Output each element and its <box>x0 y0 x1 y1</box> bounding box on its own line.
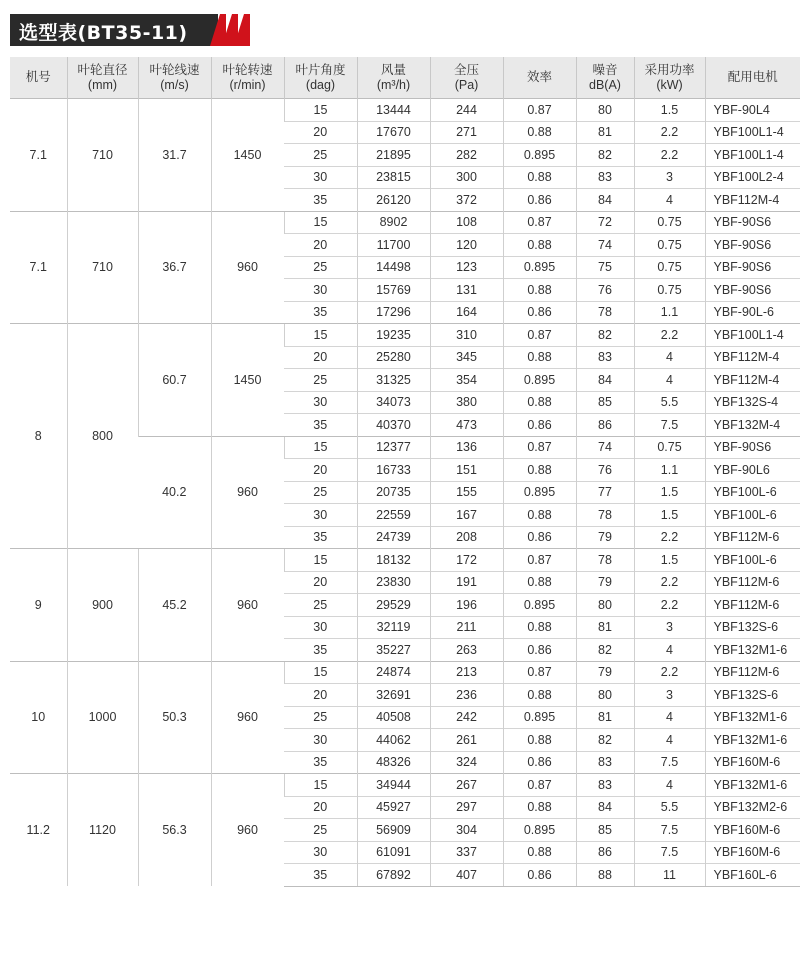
air-volume-cell: 34944 <box>357 774 430 797</box>
efficiency-cell: 0.86 <box>503 864 576 887</box>
blade-angle-cell: 20 <box>284 234 357 257</box>
noise-cell: 82 <box>576 729 634 752</box>
power-cell: 4 <box>634 774 705 797</box>
line-speed-cell: 60.7 <box>138 324 211 437</box>
rotation-speed-cell: 1450 <box>211 324 284 437</box>
motor-cell: YBF112M-4 <box>705 189 800 212</box>
blade-angle-cell: 25 <box>284 144 357 167</box>
total-pressure-cell: 155 <box>430 481 503 504</box>
power-cell: 4 <box>634 706 705 729</box>
motor-cell: YBF-90L4 <box>705 99 800 122</box>
efficiency-cell: 0.895 <box>503 256 576 279</box>
impeller-diameter-cell: 710 <box>67 211 138 324</box>
power-cell: 1.5 <box>634 99 705 122</box>
noise-cell: 79 <box>576 661 634 684</box>
blade-angle-cell: 25 <box>284 706 357 729</box>
impeller-diameter-cell: 1000 <box>67 661 138 774</box>
power-cell: 7.5 <box>634 819 705 842</box>
blade-angle-cell: 30 <box>284 616 357 639</box>
total-pressure-cell: 172 <box>430 549 503 572</box>
noise-cell: 83 <box>576 166 634 189</box>
air-volume-cell: 13444 <box>357 99 430 122</box>
noise-cell: 72 <box>576 211 634 234</box>
efficiency-cell: 0.87 <box>503 324 576 347</box>
air-volume-cell: 67892 <box>357 864 430 887</box>
line-speed-cell: 31.7 <box>138 99 211 212</box>
motor-cell: YBF-90S6 <box>705 279 800 302</box>
total-pressure-cell: 304 <box>430 819 503 842</box>
line-speed-cell: 36.7 <box>138 211 211 324</box>
power-cell: 0.75 <box>634 436 705 459</box>
power-cell: 2.2 <box>634 144 705 167</box>
blade-angle-cell: 25 <box>284 256 357 279</box>
air-volume-cell: 44062 <box>357 729 430 752</box>
total-pressure-cell: 271 <box>430 121 503 144</box>
blade-angle-cell: 20 <box>284 684 357 707</box>
blade-angle-cell: 25 <box>284 481 357 504</box>
motor-cell: YBF132M1-6 <box>705 706 800 729</box>
efficiency-cell: 0.88 <box>503 504 576 527</box>
power-cell: 1.5 <box>634 481 705 504</box>
efficiency-cell: 0.87 <box>503 661 576 684</box>
header-cell: 叶轮转速 (r/min) <box>211 57 284 99</box>
line-speed-cell: 40.2 <box>138 436 211 549</box>
air-volume-cell: 17296 <box>357 301 430 324</box>
efficiency-cell: 0.88 <box>503 796 576 819</box>
machine-number-cell: 7.1 <box>10 211 67 324</box>
air-volume-cell: 31325 <box>357 369 430 392</box>
total-pressure-cell: 242 <box>430 706 503 729</box>
power-cell: 2.2 <box>634 121 705 144</box>
efficiency-cell: 0.88 <box>503 616 576 639</box>
air-volume-cell: 8902 <box>357 211 430 234</box>
efficiency-cell: 0.86 <box>503 414 576 437</box>
blade-angle-cell: 30 <box>284 279 357 302</box>
total-pressure-cell: 244 <box>430 99 503 122</box>
noise-cell: 83 <box>576 751 634 774</box>
noise-cell: 79 <box>576 526 634 549</box>
noise-cell: 85 <box>576 819 634 842</box>
efficiency-cell: 0.87 <box>503 99 576 122</box>
motor-cell: YBF-90S6 <box>705 256 800 279</box>
machine-number-cell: 7.1 <box>10 99 67 212</box>
air-volume-cell: 19235 <box>357 324 430 347</box>
efficiency-cell: 0.86 <box>503 639 576 662</box>
noise-cell: 82 <box>576 144 634 167</box>
power-cell: 2.2 <box>634 661 705 684</box>
total-pressure-cell: 261 <box>430 729 503 752</box>
total-pressure-cell: 345 <box>430 346 503 369</box>
motor-cell: YBF160L-6 <box>705 864 800 887</box>
air-volume-cell: 22559 <box>357 504 430 527</box>
noise-cell: 83 <box>576 346 634 369</box>
power-cell: 5.5 <box>634 796 705 819</box>
table-row <box>10 324 800 347</box>
air-volume-cell: 11700 <box>357 234 430 257</box>
power-cell: 0.75 <box>634 234 705 257</box>
total-pressure-cell: 211 <box>430 616 503 639</box>
air-volume-cell: 24739 <box>357 526 430 549</box>
efficiency-cell: 0.86 <box>503 751 576 774</box>
blade-angle-cell: 35 <box>284 639 357 662</box>
total-pressure-cell: 236 <box>430 684 503 707</box>
efficiency-cell: 0.88 <box>503 729 576 752</box>
table-body <box>10 99 800 887</box>
motor-cell: YBF100L2-4 <box>705 166 800 189</box>
power-cell: 3 <box>634 166 705 189</box>
table-row <box>10 661 800 684</box>
title-accent-stripe <box>234 14 250 46</box>
blade-angle-cell: 35 <box>284 526 357 549</box>
motor-cell: YBF-90L-6 <box>705 301 800 324</box>
blade-angle-cell: 30 <box>284 166 357 189</box>
efficiency-cell: 0.88 <box>503 279 576 302</box>
air-volume-cell: 34073 <box>357 391 430 414</box>
motor-cell: YBF112M-4 <box>705 369 800 392</box>
power-cell: 5.5 <box>634 391 705 414</box>
power-cell: 4 <box>634 189 705 212</box>
total-pressure-cell: 380 <box>430 391 503 414</box>
impeller-diameter-cell: 1120 <box>67 774 138 887</box>
motor-cell: YBF160M-6 <box>705 751 800 774</box>
blade-angle-cell: 25 <box>284 819 357 842</box>
noise-cell: 85 <box>576 391 634 414</box>
noise-cell: 88 <box>576 864 634 887</box>
efficiency-cell: 0.88 <box>503 121 576 144</box>
total-pressure-cell: 310 <box>430 324 503 347</box>
air-volume-cell: 48326 <box>357 751 430 774</box>
total-pressure-cell: 108 <box>430 211 503 234</box>
air-volume-cell: 12377 <box>357 436 430 459</box>
motor-cell: YBF100L1-4 <box>705 144 800 167</box>
header-cell: 配用电机 <box>705 57 800 99</box>
total-pressure-cell: 337 <box>430 841 503 864</box>
motor-cell: YBF112M-6 <box>705 661 800 684</box>
motor-cell: YBF160M-6 <box>705 819 800 842</box>
power-cell: 1.5 <box>634 504 705 527</box>
power-cell: 3 <box>634 684 705 707</box>
blade-angle-cell: 20 <box>284 796 357 819</box>
blade-angle-cell: 20 <box>284 121 357 144</box>
blade-angle-cell: 25 <box>284 594 357 617</box>
total-pressure-cell: 196 <box>430 594 503 617</box>
noise-cell: 74 <box>576 436 634 459</box>
header-cell: 效率 <box>503 57 576 99</box>
line-speed-cell: 45.2 <box>138 549 211 662</box>
motor-cell: YBF112M-6 <box>705 526 800 549</box>
motor-cell: YBF132M1-6 <box>705 729 800 752</box>
air-volume-cell: 25280 <box>357 346 430 369</box>
power-cell: 1.1 <box>634 301 705 324</box>
air-volume-cell: 15769 <box>357 279 430 302</box>
power-cell: 2.2 <box>634 594 705 617</box>
rotation-speed-cell: 1450 <box>211 99 284 212</box>
air-volume-cell: 56909 <box>357 819 430 842</box>
efficiency-cell: 0.87 <box>503 436 576 459</box>
impeller-diameter-cell: 900 <box>67 549 138 662</box>
efficiency-cell: 0.86 <box>503 189 576 212</box>
noise-cell: 83 <box>576 774 634 797</box>
power-cell: 2.2 <box>634 571 705 594</box>
air-volume-cell: 18132 <box>357 549 430 572</box>
title-bar <box>10 14 218 46</box>
noise-cell: 80 <box>576 684 634 707</box>
motor-cell: YBF160M-6 <box>705 841 800 864</box>
noise-cell: 86 <box>576 414 634 437</box>
efficiency-cell: 0.87 <box>503 211 576 234</box>
header-cell: 全压 (Pa) <box>430 57 503 99</box>
noise-cell: 84 <box>576 189 634 212</box>
blade-angle-cell: 30 <box>284 391 357 414</box>
noise-cell: 81 <box>576 616 634 639</box>
table-row <box>10 99 800 122</box>
machine-number-cell: 9 <box>10 549 67 662</box>
total-pressure-cell: 282 <box>430 144 503 167</box>
noise-cell: 79 <box>576 571 634 594</box>
efficiency-cell: 0.895 <box>503 481 576 504</box>
header-cell: 风量 (m³/h) <box>357 57 430 99</box>
machine-number-cell: 11.2 <box>10 774 67 887</box>
machine-number-cell: 8 <box>10 324 67 549</box>
blade-angle-cell: 15 <box>284 211 357 234</box>
blade-angle-cell: 35 <box>284 189 357 212</box>
air-volume-cell: 32119 <box>357 616 430 639</box>
efficiency-cell: 0.86 <box>503 301 576 324</box>
motor-cell: YBF132M2-6 <box>705 796 800 819</box>
total-pressure-cell: 131 <box>430 279 503 302</box>
total-pressure-cell: 473 <box>430 414 503 437</box>
efficiency-cell: 0.895 <box>503 594 576 617</box>
total-pressure-cell: 208 <box>430 526 503 549</box>
power-cell: 7.5 <box>634 751 705 774</box>
power-cell: 7.5 <box>634 414 705 437</box>
table-row <box>10 211 800 234</box>
motor-cell: YBF-90S6 <box>705 234 800 257</box>
total-pressure-cell: 136 <box>430 436 503 459</box>
power-cell: 0.75 <box>634 211 705 234</box>
total-pressure-cell: 191 <box>430 571 503 594</box>
air-volume-cell: 29529 <box>357 594 430 617</box>
noise-cell: 77 <box>576 481 634 504</box>
power-cell: 1.1 <box>634 459 705 482</box>
air-volume-cell: 17670 <box>357 121 430 144</box>
efficiency-cell: 0.895 <box>503 369 576 392</box>
line-speed-cell: 50.3 <box>138 661 211 774</box>
blade-angle-cell: 35 <box>284 751 357 774</box>
blade-angle-cell: 15 <box>284 549 357 572</box>
air-volume-cell: 45927 <box>357 796 430 819</box>
power-cell: 3 <box>634 616 705 639</box>
power-cell: 4 <box>634 369 705 392</box>
page-title: 选型表(BT35-11) <box>19 22 188 44</box>
power-cell: 1.5 <box>634 549 705 572</box>
noise-cell: 74 <box>576 234 634 257</box>
noise-cell: 84 <box>576 369 634 392</box>
noise-cell: 78 <box>576 301 634 324</box>
impeller-diameter-cell: 800 <box>67 324 138 549</box>
motor-cell: YBF100L-6 <box>705 549 800 572</box>
header-cell: 采用功率 (kW) <box>634 57 705 99</box>
rotation-speed-cell: 960 <box>211 436 284 549</box>
total-pressure-cell: 213 <box>430 661 503 684</box>
air-volume-cell: 24874 <box>357 661 430 684</box>
noise-cell: 81 <box>576 121 634 144</box>
blade-angle-cell: 35 <box>284 301 357 324</box>
motor-cell: YBF112M-4 <box>705 346 800 369</box>
efficiency-cell: 0.87 <box>503 549 576 572</box>
blade-angle-cell: 35 <box>284 414 357 437</box>
total-pressure-cell: 407 <box>430 864 503 887</box>
motor-cell: YBF-90L6 <box>705 459 800 482</box>
noise-cell: 80 <box>576 594 634 617</box>
total-pressure-cell: 297 <box>430 796 503 819</box>
power-cell: 0.75 <box>634 279 705 302</box>
noise-cell: 80 <box>576 99 634 122</box>
blade-angle-cell: 15 <box>284 99 357 122</box>
blade-angle-cell: 20 <box>284 459 357 482</box>
machine-number-cell: 10 <box>10 661 67 774</box>
efficiency-cell: 0.87 <box>503 774 576 797</box>
blade-angle-cell: 30 <box>284 841 357 864</box>
blade-angle-cell: 15 <box>284 774 357 797</box>
power-cell: 11 <box>634 864 705 887</box>
header-cell: 叶片角度 (dag) <box>284 57 357 99</box>
efficiency-cell: 0.895 <box>503 144 576 167</box>
motor-cell: YBF132M1-6 <box>705 639 800 662</box>
motor-cell: YBF100L-6 <box>705 504 800 527</box>
motor-cell: YBF100L1-4 <box>705 324 800 347</box>
motor-cell: YBF-90S6 <box>705 436 800 459</box>
noise-cell: 84 <box>576 796 634 819</box>
power-cell: 4 <box>634 346 705 369</box>
air-volume-cell: 20735 <box>357 481 430 504</box>
air-volume-cell: 23830 <box>357 571 430 594</box>
power-cell: 7.5 <box>634 841 705 864</box>
header-cell: 噪音 dB(A) <box>576 57 634 99</box>
noise-cell: 78 <box>576 504 634 527</box>
noise-cell: 78 <box>576 549 634 572</box>
blade-angle-cell: 15 <box>284 661 357 684</box>
air-volume-cell: 40508 <box>357 706 430 729</box>
motor-cell: YBF100L-6 <box>705 481 800 504</box>
blade-angle-cell: 35 <box>284 864 357 887</box>
air-volume-cell: 14498 <box>357 256 430 279</box>
noise-cell: 82 <box>576 639 634 662</box>
efficiency-cell: 0.88 <box>503 684 576 707</box>
motor-cell: YBF112M-6 <box>705 594 800 617</box>
total-pressure-cell: 120 <box>430 234 503 257</box>
noise-cell: 76 <box>576 459 634 482</box>
header-cell: 叶轮线速 (m/s) <box>138 57 211 99</box>
efficiency-cell: 0.88 <box>503 459 576 482</box>
efficiency-cell: 0.895 <box>503 819 576 842</box>
table-row <box>10 774 800 797</box>
motor-cell: YBF132S-4 <box>705 391 800 414</box>
motor-cell: YBF132M1-6 <box>705 774 800 797</box>
air-volume-cell: 32691 <box>357 684 430 707</box>
rotation-speed-cell: 960 <box>211 211 284 324</box>
header-cell: 机号 <box>10 57 67 99</box>
power-cell: 2.2 <box>634 526 705 549</box>
total-pressure-cell: 372 <box>430 189 503 212</box>
noise-cell: 82 <box>576 324 634 347</box>
noise-cell: 76 <box>576 279 634 302</box>
efficiency-cell: 0.86 <box>503 526 576 549</box>
air-volume-cell: 16733 <box>357 459 430 482</box>
noise-cell: 86 <box>576 841 634 864</box>
motor-cell: YBF132S-6 <box>705 684 800 707</box>
total-pressure-cell: 263 <box>430 639 503 662</box>
power-cell: 2.2 <box>634 324 705 347</box>
rotation-speed-cell: 960 <box>211 549 284 662</box>
blade-angle-cell: 30 <box>284 729 357 752</box>
power-cell: 4 <box>634 639 705 662</box>
table-row <box>10 549 800 572</box>
blade-angle-cell: 25 <box>284 369 357 392</box>
header-cell: 叶轮直径 (mm) <box>67 57 138 99</box>
total-pressure-cell: 151 <box>430 459 503 482</box>
noise-cell: 81 <box>576 706 634 729</box>
blade-angle-cell: 15 <box>284 324 357 347</box>
total-pressure-cell: 354 <box>430 369 503 392</box>
air-volume-cell: 23815 <box>357 166 430 189</box>
blade-angle-cell: 15 <box>284 436 357 459</box>
air-volume-cell: 40370 <box>357 414 430 437</box>
noise-cell: 75 <box>576 256 634 279</box>
efficiency-cell: 0.88 <box>503 166 576 189</box>
motor-cell: YBF132M-4 <box>705 414 800 437</box>
efficiency-cell: 0.895 <box>503 706 576 729</box>
blade-angle-cell: 20 <box>284 571 357 594</box>
total-pressure-cell: 324 <box>430 751 503 774</box>
efficiency-cell: 0.88 <box>503 234 576 257</box>
total-pressure-cell: 167 <box>430 504 503 527</box>
efficiency-cell: 0.88 <box>503 571 576 594</box>
total-pressure-cell: 164 <box>430 301 503 324</box>
rotation-speed-cell: 960 <box>211 774 284 887</box>
line-speed-cell: 56.3 <box>138 774 211 887</box>
efficiency-cell: 0.88 <box>503 391 576 414</box>
motor-cell: YBF132S-6 <box>705 616 800 639</box>
air-volume-cell: 26120 <box>357 189 430 212</box>
impeller-diameter-cell: 710 <box>67 99 138 212</box>
motor-cell: YBF100L1-4 <box>705 121 800 144</box>
power-cell: 4 <box>634 729 705 752</box>
blade-angle-cell: 30 <box>284 504 357 527</box>
total-pressure-cell: 123 <box>430 256 503 279</box>
motor-cell: YBF-90S6 <box>705 211 800 234</box>
blade-angle-cell: 20 <box>284 346 357 369</box>
selection-table <box>10 57 800 887</box>
air-volume-cell: 35227 <box>357 639 430 662</box>
rotation-speed-cell: 960 <box>211 661 284 774</box>
air-volume-cell: 21895 <box>357 144 430 167</box>
efficiency-cell: 0.88 <box>503 841 576 864</box>
efficiency-cell: 0.88 <box>503 346 576 369</box>
total-pressure-cell: 300 <box>430 166 503 189</box>
header-row <box>10 57 800 99</box>
power-cell: 0.75 <box>634 256 705 279</box>
air-volume-cell: 61091 <box>357 841 430 864</box>
total-pressure-cell: 267 <box>430 774 503 797</box>
motor-cell: YBF112M-6 <box>705 571 800 594</box>
